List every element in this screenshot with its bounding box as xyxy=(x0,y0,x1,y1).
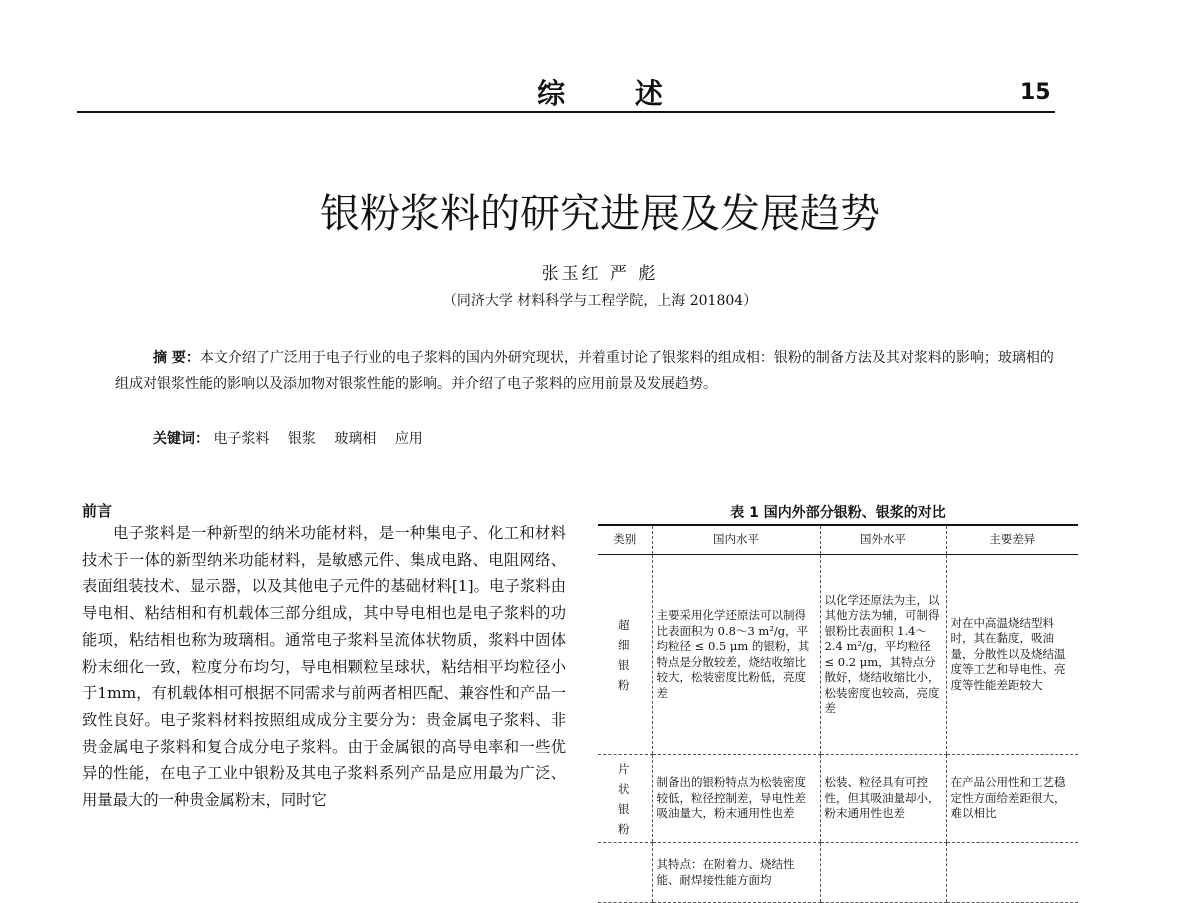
table-header-cell: 主要差异 xyxy=(946,525,1078,555)
section-header: 综 述 xyxy=(537,77,693,110)
table-cell: 松装、粒径具有可控性，但其吸油量却小，粉末通用性也差 xyxy=(820,755,946,843)
table-cell: 对在中高温烧结型料时，其在黏度，吸油量，分散性以及烧结温度等工艺和导电性、亮度等性能差距较大 xyxy=(946,555,1078,755)
table-cell xyxy=(820,843,946,903)
category-cell xyxy=(598,843,652,903)
table-header-row xyxy=(598,525,1078,555)
table-cell: 以化学还原法为主，以其他方法为辅，可制得银粉比表面积 1.4～2.4 m²/g，平均粒径 ≤ 0.2 μm，其特点分散好，烧结收缩比小，松装密度也较高，亮度差 xyxy=(820,555,946,755)
header-rule xyxy=(77,111,1055,113)
category-cell: 超细银粉 xyxy=(598,555,652,755)
table-header-cell: 国外水平 xyxy=(820,525,946,555)
table-cell: 制备出的银粉特点为松装密度较低，粒径控制差，导电性差吸油量大，粉末通用性也差 xyxy=(652,755,820,843)
table-row xyxy=(598,755,1078,843)
abstract xyxy=(115,345,1055,397)
table-cell: 其特点：在附着力、烧结性能、耐焊接性能方面均 xyxy=(652,843,820,903)
table-cell: 主要采用化学还原法可以制得比表面积为 0.8～3 m²/g，平均粒径 ≤ 0.5 μm 的银粉，其特点是分散较差，烧结收缩比较大，松装密度比粉低，亮度差 xyxy=(652,555,820,755)
table-cell xyxy=(946,843,1078,903)
keyword: 银浆 xyxy=(287,431,316,447)
table-caption: 表 1 国内外部分银粉、银浆的对比 xyxy=(730,505,946,521)
table-row xyxy=(598,555,1078,755)
keyword: 电子浆料 xyxy=(213,431,270,447)
keyword: 应用 xyxy=(394,431,423,447)
affiliation: （同济大学 材料科学与工程学院，上海 201804） xyxy=(442,293,758,309)
body-paragraph: 电子浆料是一种新型的纳米功能材料，是一种集电子、化工和材料技术于一体的新型纳米功能材料，是敏感元件、集成电路、电阻网络、表面组装技术、显示器，以及其他电子元件的基础材料[1]。电子浆料由导电相、粘结相和有机载体三部分组成，其中导电相也是电子浆料的功能项，粘结相也称为玻璃相。通常电子浆料呈流体状物质，浆料中固体粉末细化一致，粒度分布均匀，导电相颗粒呈球状，粘结相平均粒径小于1mm，有机载体相可根据不同需求与前两者相匹配、兼容性和产品一致性良好。电子浆料材料按照组成成分主要分为：贵金属电子浆料、非贵金属电子浆料和复合成分电子浆料。由于金属银的高导电率和一些优异的性能，在电子工业中银粉及其电子浆料系列产品是应用最为广泛、用量最大的一种贵金属粉末，同时它 xyxy=(82,524,566,810)
table-header-cell: 类别 xyxy=(598,525,652,555)
page-number: 15 xyxy=(1020,80,1051,105)
comparison-table xyxy=(598,524,1078,887)
keyword: 玻璃相 xyxy=(334,431,377,447)
keywords xyxy=(153,428,437,448)
section-heading: 前言 xyxy=(82,502,113,520)
authors: 张玉红 严 彪 xyxy=(541,264,659,284)
table-header-cell: 国内水平 xyxy=(652,525,820,555)
paper-title: 银粉浆料的研究进展及发展趋势 xyxy=(320,191,880,237)
table-cell: 在产品公用性和工艺稳定性方面给差距很大，难以相比 xyxy=(946,755,1078,843)
table-row xyxy=(598,843,1078,903)
abstract-label: 摘 要： xyxy=(153,350,200,366)
abstract-text: 本文介绍了广泛用于电子行业的电子浆料的国内外研究现状，并着重讨论了银浆料的组成相：银粉的制备方法及其对浆料的影响；玻璃相的组成对银浆性能的影响以及添加物对银浆性能的影响。并介绍了电子浆料的应用前景及发展趋势。 xyxy=(115,350,1054,392)
keywords-label: 关键词： xyxy=(153,431,209,447)
category-cell: 片状银粉 xyxy=(598,755,652,843)
